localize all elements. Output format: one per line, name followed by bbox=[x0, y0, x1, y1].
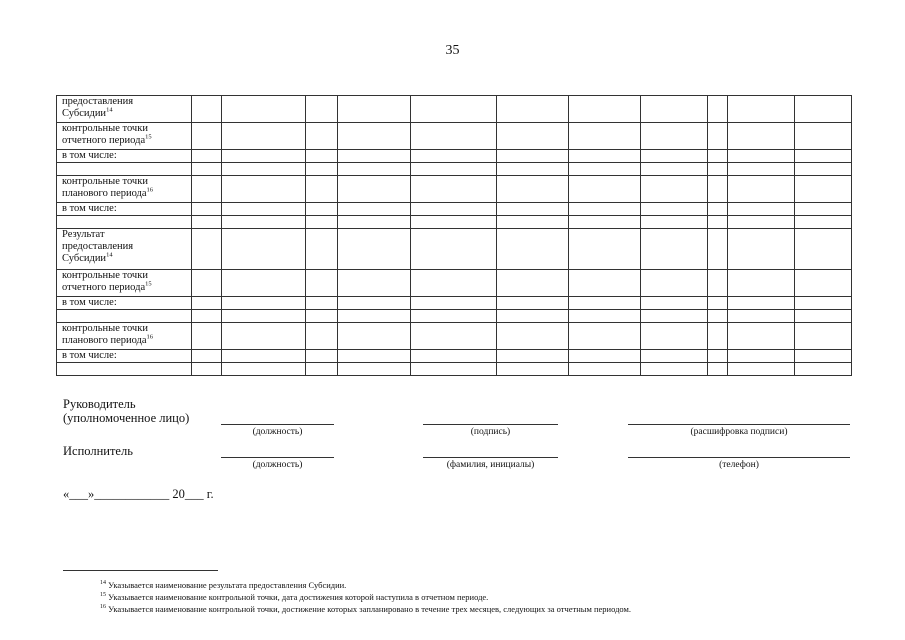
table-cell[interactable] bbox=[338, 229, 411, 270]
table-cell[interactable] bbox=[641, 176, 708, 203]
table-cell[interactable] bbox=[192, 363, 222, 376]
table-cell[interactable] bbox=[192, 297, 222, 310]
row-label bbox=[57, 203, 192, 216]
table-cell[interactable] bbox=[569, 216, 641, 229]
table-cell[interactable] bbox=[708, 203, 728, 216]
table-cell[interactable] bbox=[708, 270, 728, 297]
table-cell[interactable] bbox=[192, 163, 222, 176]
table-row bbox=[57, 203, 852, 216]
table-cell[interactable] bbox=[497, 270, 569, 297]
table-cell[interactable] bbox=[795, 350, 852, 363]
table-cell[interactable] bbox=[641, 297, 708, 310]
table-cell[interactable] bbox=[569, 203, 641, 216]
table-cell[interactable] bbox=[641, 123, 708, 150]
table-cell[interactable] bbox=[795, 163, 852, 176]
row-label bbox=[57, 96, 192, 123]
table-cell[interactable] bbox=[411, 163, 497, 176]
table-cell[interactable] bbox=[708, 96, 728, 123]
table-cell[interactable] bbox=[569, 150, 641, 163]
table-cell[interactable] bbox=[569, 123, 641, 150]
footnote-ref: 14 bbox=[106, 251, 113, 259]
footnote-ref: 16 bbox=[146, 186, 154, 194]
table-cell[interactable] bbox=[708, 363, 728, 376]
table-cell[interactable] bbox=[795, 323, 852, 350]
row-label bbox=[57, 297, 192, 310]
table-cell[interactable] bbox=[338, 270, 411, 297]
head-label-line2: (уполномоченное лицо) bbox=[63, 411, 190, 425]
row-label-line: контрольные точки bbox=[62, 176, 148, 187]
table-cell[interactable] bbox=[569, 270, 641, 297]
table-cell[interactable] bbox=[338, 216, 411, 229]
table-cell[interactable] bbox=[641, 323, 708, 350]
table-cell[interactable] bbox=[222, 323, 306, 350]
table-cell[interactable] bbox=[192, 323, 222, 350]
row-label-line: контрольные точки bbox=[62, 123, 148, 134]
table-cell[interactable] bbox=[641, 270, 708, 297]
table-cell[interactable] bbox=[497, 96, 569, 123]
table-cell[interactable] bbox=[795, 203, 852, 216]
table-row bbox=[57, 229, 852, 270]
table-row bbox=[57, 163, 852, 176]
table-row bbox=[57, 270, 852, 297]
row-label bbox=[57, 123, 192, 150]
table-cell[interactable] bbox=[708, 350, 728, 363]
table-cell[interactable] bbox=[795, 310, 852, 323]
table-cell[interactable] bbox=[708, 297, 728, 310]
table-cell[interactable] bbox=[338, 203, 411, 216]
row-label-line: планового периода$^{16}$ bbox=[62, 333, 154, 346]
row-label bbox=[57, 310, 192, 323]
table-cell[interactable] bbox=[411, 310, 497, 323]
table-cell[interactable] bbox=[728, 203, 795, 216]
table-cell[interactable] bbox=[569, 176, 641, 203]
table-cell[interactable] bbox=[338, 350, 411, 363]
row-label-line: в том числе: bbox=[62, 350, 117, 361]
table-cell[interactable] bbox=[192, 350, 222, 363]
table-row bbox=[57, 310, 852, 323]
table-cell[interactable] bbox=[497, 123, 569, 150]
table-cell[interactable] bbox=[569, 363, 641, 376]
row-label bbox=[57, 350, 192, 363]
row-label-line: в том числе: bbox=[62, 150, 117, 161]
row-label bbox=[57, 150, 192, 163]
table-cell[interactable] bbox=[497, 203, 569, 216]
table-row bbox=[57, 176, 852, 203]
table-cell[interactable] bbox=[795, 176, 852, 203]
row-label-line: контрольные точки bbox=[62, 270, 148, 281]
position-signature-line[interactable] bbox=[221, 424, 334, 425]
table-cell[interactable] bbox=[569, 310, 641, 323]
table-cell[interactable] bbox=[192, 123, 222, 150]
table-cell[interactable] bbox=[708, 123, 728, 150]
table-cell[interactable] bbox=[641, 350, 708, 363]
table-cell[interactable] bbox=[222, 270, 306, 297]
table-cell[interactable] bbox=[338, 297, 411, 310]
footnote-item bbox=[100, 578, 346, 590]
table-row bbox=[57, 297, 852, 310]
table-cell[interactable] bbox=[306, 176, 338, 203]
table-cell[interactable] bbox=[708, 150, 728, 163]
table-cell[interactable] bbox=[192, 270, 222, 297]
table-cell[interactable] bbox=[306, 150, 338, 163]
table-cell[interactable] bbox=[569, 163, 641, 176]
footnote-number: 14 bbox=[100, 580, 106, 586]
footnote-ref: 15 bbox=[145, 280, 152, 288]
table-cell[interactable] bbox=[708, 310, 728, 323]
table-cell[interactable] bbox=[708, 176, 728, 203]
table-cell[interactable] bbox=[708, 323, 728, 350]
row-label-line: Субсидии$^{14}$ bbox=[62, 106, 113, 119]
table-cell[interactable] bbox=[569, 297, 641, 310]
table-cell[interactable] bbox=[192, 96, 222, 123]
footnote-number: 16 bbox=[100, 604, 106, 610]
table-cell[interactable] bbox=[411, 96, 497, 123]
table-cell[interactable] bbox=[306, 96, 338, 123]
table-cell[interactable] bbox=[222, 216, 306, 229]
table-cell[interactable] bbox=[497, 163, 569, 176]
table-cell[interactable] bbox=[411, 216, 497, 229]
table-cell[interactable] bbox=[569, 96, 641, 123]
table-cell[interactable] bbox=[306, 216, 338, 229]
table-cell[interactable] bbox=[641, 96, 708, 123]
table-cell[interactable] bbox=[306, 297, 338, 310]
row-label-line: отчетного периода$^{15}$ bbox=[62, 133, 152, 146]
table-cell[interactable] bbox=[192, 216, 222, 229]
table-cell[interactable] bbox=[338, 310, 411, 323]
table-cell[interactable] bbox=[497, 363, 569, 376]
table-cell[interactable] bbox=[641, 203, 708, 216]
table-cell[interactable] bbox=[338, 363, 411, 376]
signature-line[interactable] bbox=[423, 424, 558, 425]
row-label bbox=[57, 363, 192, 376]
table-cell[interactable] bbox=[728, 229, 795, 270]
table-cell[interactable] bbox=[411, 270, 497, 297]
head-label bbox=[63, 397, 189, 425]
table-cell[interactable] bbox=[192, 310, 222, 323]
table-cell[interactable] bbox=[641, 216, 708, 229]
caption-position-2: (должность) bbox=[252, 460, 303, 470]
footnote-text: Указывается наименование результата предоставления Субсидии. bbox=[106, 579, 347, 590]
table-cell[interactable] bbox=[728, 216, 795, 229]
row-label bbox=[57, 163, 192, 176]
table-cell[interactable] bbox=[338, 176, 411, 203]
footnote-ref: 16 bbox=[146, 333, 154, 341]
executor-label: Исполнитель bbox=[63, 444, 133, 458]
table-cell[interactable] bbox=[641, 229, 708, 270]
table-row bbox=[57, 216, 852, 229]
table-cell[interactable] bbox=[306, 203, 338, 216]
executor-phone-line[interactable] bbox=[628, 457, 850, 458]
footnote-number: 15 bbox=[100, 592, 106, 598]
report-table bbox=[56, 95, 852, 376]
table-cell[interactable] bbox=[338, 96, 411, 123]
table-cell[interactable] bbox=[338, 150, 411, 163]
table-cell[interactable] bbox=[306, 310, 338, 323]
head-label-line1: Руководитель bbox=[63, 397, 136, 411]
table-cell[interactable] bbox=[728, 96, 795, 123]
signature-decode-line[interactable] bbox=[628, 424, 850, 425]
table-cell[interactable] bbox=[411, 203, 497, 216]
table-cell[interactable] bbox=[728, 176, 795, 203]
caption-signature: (подпись) bbox=[470, 427, 511, 437]
table-cell[interactable] bbox=[728, 150, 795, 163]
row-label-line: в том числе: bbox=[62, 297, 117, 308]
table-cell[interactable] bbox=[222, 363, 306, 376]
table-cell[interactable] bbox=[306, 323, 338, 350]
table-cell[interactable] bbox=[795, 229, 852, 270]
table-cell[interactable] bbox=[569, 229, 641, 270]
table-cell[interactable] bbox=[411, 176, 497, 203]
table-cell[interactable] bbox=[728, 270, 795, 297]
table-cell[interactable] bbox=[338, 123, 411, 150]
table-cell[interactable] bbox=[306, 229, 338, 270]
table-cell[interactable] bbox=[411, 297, 497, 310]
footnote-ref: 14 bbox=[106, 106, 113, 114]
date-line[interactable]: «___»____________ 20___ г. bbox=[63, 487, 214, 501]
table-cell[interactable] bbox=[338, 163, 411, 176]
table-cell[interactable] bbox=[222, 123, 306, 150]
table-cell[interactable] bbox=[497, 323, 569, 350]
table-cell[interactable] bbox=[192, 203, 222, 216]
caption-signature-decode: (расшифровка подписи) bbox=[690, 427, 788, 437]
table-cell[interactable] bbox=[728, 363, 795, 376]
table-cell[interactable] bbox=[306, 363, 338, 376]
table-cell[interactable] bbox=[795, 150, 852, 163]
row-label bbox=[57, 270, 192, 297]
table-cell[interactable] bbox=[497, 176, 569, 203]
table-cell[interactable] bbox=[192, 150, 222, 163]
table-cell[interactable] bbox=[306, 163, 338, 176]
table-cell[interactable] bbox=[222, 203, 306, 216]
table-cell[interactable] bbox=[306, 123, 338, 150]
table-cell[interactable] bbox=[222, 163, 306, 176]
table-cell[interactable] bbox=[192, 176, 222, 203]
table-cell[interactable] bbox=[411, 323, 497, 350]
footnote-text: Указывается наименование контрольной точки, дата достижения которой наступила в отчетном периоде. bbox=[106, 591, 489, 602]
caption-name-initials: (фамилия, инициалы) bbox=[446, 460, 535, 470]
footnote-item bbox=[100, 590, 488, 602]
row-label bbox=[57, 229, 192, 270]
table-cell[interactable] bbox=[411, 150, 497, 163]
table-row bbox=[57, 150, 852, 163]
table-cell[interactable] bbox=[728, 123, 795, 150]
table-cell[interactable] bbox=[222, 310, 306, 323]
table-cell[interactable] bbox=[411, 229, 497, 270]
table-cell[interactable] bbox=[728, 350, 795, 363]
table-cell[interactable] bbox=[411, 350, 497, 363]
row-label-line: Субсидии$^{14}$ bbox=[62, 251, 113, 264]
row-label-line: в том числе: bbox=[62, 203, 117, 214]
table-row bbox=[57, 96, 852, 123]
table-cell[interactable] bbox=[795, 270, 852, 297]
table-cell[interactable] bbox=[795, 297, 852, 310]
table-row bbox=[57, 323, 852, 350]
table-cell[interactable] bbox=[641, 310, 708, 323]
row-label-line: планового периода$^{16}$ bbox=[62, 186, 154, 199]
table-cell[interactable] bbox=[497, 297, 569, 310]
table-cell[interactable] bbox=[497, 310, 569, 323]
table-cell[interactable] bbox=[728, 310, 795, 323]
table-cell[interactable] bbox=[222, 176, 306, 203]
table-cell[interactable] bbox=[497, 229, 569, 270]
table-cell[interactable] bbox=[728, 163, 795, 176]
row-label-line: предоставления bbox=[62, 241, 134, 252]
table-cell[interactable] bbox=[222, 150, 306, 163]
table-cell[interactable] bbox=[497, 350, 569, 363]
footnote-separator bbox=[63, 570, 218, 571]
row-label-line: Результат bbox=[62, 229, 105, 240]
table-cell[interactable] bbox=[708, 229, 728, 270]
row-label bbox=[57, 176, 192, 203]
row-label bbox=[57, 216, 192, 229]
table-cell[interactable] bbox=[338, 323, 411, 350]
executor-position-line[interactable] bbox=[221, 457, 334, 458]
row-label bbox=[57, 323, 192, 350]
table-cell[interactable] bbox=[795, 363, 852, 376]
caption-position: (должность) bbox=[252, 427, 303, 437]
table-cell[interactable] bbox=[641, 163, 708, 176]
table-cell[interactable] bbox=[641, 150, 708, 163]
row-label-line: предоставления bbox=[62, 96, 134, 107]
table-cell[interactable] bbox=[306, 270, 338, 297]
table-cell[interactable] bbox=[411, 123, 497, 150]
page-number: 35 bbox=[445, 43, 460, 58]
table-row bbox=[57, 363, 852, 376]
footnote-ref: 15 bbox=[145, 133, 152, 141]
table-cell[interactable] bbox=[795, 123, 852, 150]
table-cell[interactable] bbox=[222, 297, 306, 310]
table-cell[interactable] bbox=[795, 216, 852, 229]
table-row bbox=[57, 123, 852, 150]
table-cell[interactable] bbox=[192, 229, 222, 270]
row-label-line: контрольные точки bbox=[62, 323, 148, 334]
table-cell[interactable] bbox=[708, 216, 728, 229]
table-cell[interactable] bbox=[411, 363, 497, 376]
table-cell[interactable] bbox=[569, 323, 641, 350]
table-cell[interactable] bbox=[497, 150, 569, 163]
footnote-item bbox=[100, 602, 631, 614]
table-cell[interactable] bbox=[569, 350, 641, 363]
table-cell[interactable] bbox=[708, 163, 728, 176]
table-cell[interactable] bbox=[728, 323, 795, 350]
table-cell[interactable] bbox=[222, 350, 306, 363]
table-cell[interactable] bbox=[641, 363, 708, 376]
table-cell[interactable] bbox=[306, 350, 338, 363]
table-cell[interactable] bbox=[728, 297, 795, 310]
footnote-text: Указывается наименование контрольной точки, достижение которых запланировано в течение трех месяцев, следующих за отчетным периодом. bbox=[106, 603, 632, 614]
executor-name-line[interactable] bbox=[423, 457, 558, 458]
table-cell[interactable] bbox=[222, 229, 306, 270]
table-cell[interactable] bbox=[795, 96, 852, 123]
row-label-line: отчетного периода$^{15}$ bbox=[62, 280, 152, 293]
table-row bbox=[57, 350, 852, 363]
caption-phone: (телефон) bbox=[719, 460, 759, 470]
table-cell[interactable] bbox=[497, 216, 569, 229]
table-cell[interactable] bbox=[222, 96, 306, 123]
